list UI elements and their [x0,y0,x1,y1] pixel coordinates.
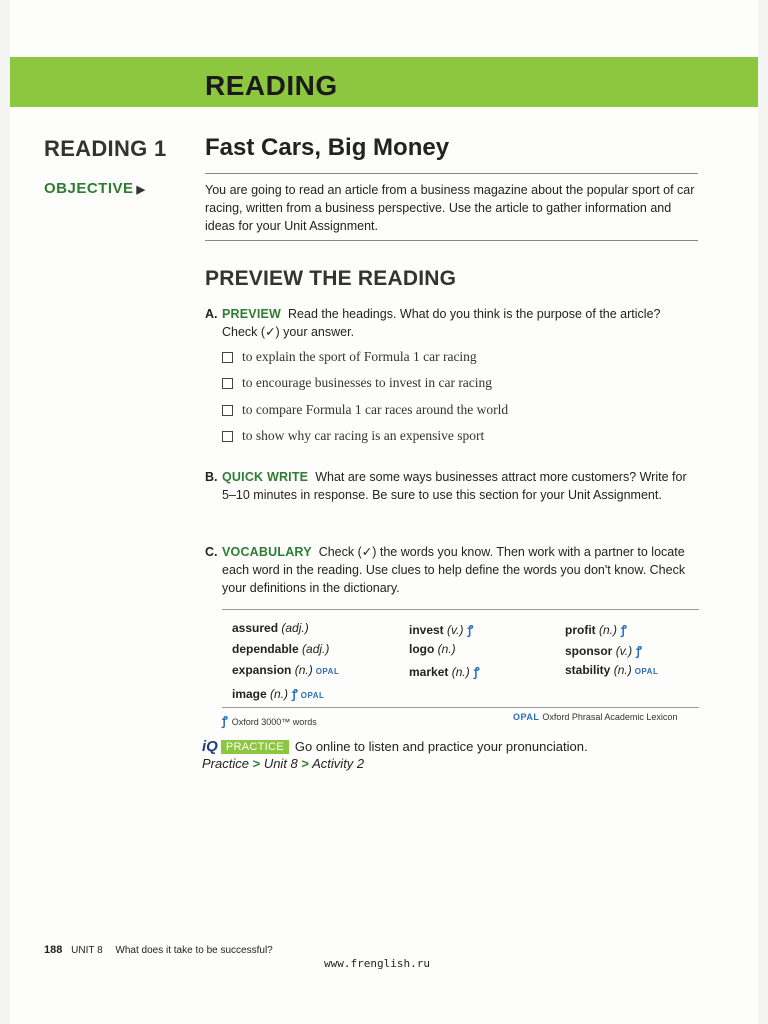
vocab-word-profit: profit (n.) ꝭ [565,623,627,637]
question-letter: A. [205,307,218,321]
practice-path[interactable]: Practice > Unit 8 > Activity 2 [202,756,365,771]
checkbox[interactable] [222,431,233,442]
oxford-key-icon: ꝭ [292,687,298,701]
option-label: to show why car racing is an expensive sport [242,428,485,443]
legend-opal: OPAL Oxford Phrasal Academic Lexicon [513,712,678,722]
chevron-right-icon: > [301,756,309,771]
chevron-right-icon: > [252,756,261,771]
option-item[interactable] [222,402,508,418]
opal-tag: OPAL [300,691,325,700]
checkbox[interactable] [222,352,233,363]
practice-text: Go online to listen and practice your pronunciation. [294,739,588,754]
vocab-word-dependable: dependable (adj.) [232,642,330,656]
reading-label: READING 1 [44,136,167,161]
title-rule [205,173,698,174]
vocab-word-logo: logo (n.) [409,642,456,656]
page-number: 188 [44,944,63,956]
oxford-key-icon: ꝭ [473,665,480,679]
question-text: Read the headings. What do you think is the purpose of the article? Check (✓) your answer. [222,307,661,339]
vocab-word-market: market (n.) ꝭ [409,665,480,679]
option-label: to compare Formula 1 car races around the world [242,402,509,417]
question-keyword: VOCABULARY [222,545,312,559]
opal-tag: OPAL [634,667,659,676]
oxford-key-icon: ꝭ [621,623,627,637]
section-banner [10,57,758,107]
question-text: Check (✓) the words you know. Then work with a partner to locate each word in the reading. Use clues to help define the words you don't know. Check your definitions in the dictionary. [222,545,686,595]
option-label: to encourage businesses to invest in car racing [242,375,493,390]
vocab-word-sponsor: sponsor (v.) ꝭ [565,644,642,658]
oxford-key-icon: ꝭ [636,644,642,658]
oxford-key-icon: ꝭ [222,714,228,728]
vocab-word-stability: stability (n.) OPAL [565,663,659,677]
practice-tag: PRACTICE [221,740,289,754]
vocab-bottom-rule [222,707,699,708]
question-c [205,543,695,597]
preview-heading: PREVIEW THE READING [205,267,457,290]
footer-question: What does it take to be successful? [115,945,273,956]
intro-paragraph: You are going to read an article from a business magazine about the popular sport of car racing, written from a business perspective. Use the article to gather information and ideas for your Unit Assignment. [205,183,695,233]
practice-line [202,738,588,755]
legend-oxford: ꝭ Oxford 3000™ words [222,714,317,728]
question-a [205,305,695,341]
objective-label [44,180,146,197]
banner-title: READING [205,70,338,101]
question-text: What are some ways businesses attract more customers? Write for 5–10 minutes in response. Be sure to use this section for your Unit Assignment. [222,470,687,502]
option-item[interactable] [222,375,492,391]
option-item[interactable] [222,349,477,365]
play-triangle-icon: ▶ [136,184,146,196]
vocab-word-expansion: expansion (n.) OPAL [232,663,340,677]
intro-rule [205,240,698,241]
vocab-word-assured: assured (adj.) [232,621,309,635]
vocab-word-invest: invest (v.) ꝭ [409,623,474,637]
vocab-top-rule [222,609,699,610]
vocab-word-image: image (n.) ꝭ OPAL [232,687,325,701]
iq-logo: iQ [202,738,218,755]
opal-tag: OPAL [315,667,340,676]
checkbox[interactable] [222,378,233,389]
question-letter: B. [205,470,218,484]
checkbox[interactable] [222,405,233,416]
option-label: to explain the sport of Formula 1 car racing [242,349,477,364]
option-item[interactable] [222,428,484,444]
article-title: Fast Cars, Big Money [205,134,450,161]
objective-text: OBJECTIVE [44,180,134,197]
page-footer [44,944,273,956]
oxford-key-icon: ꝭ [467,623,474,637]
footer-unit: UNIT 8 [71,945,103,956]
opal-tag: OPAL [513,712,540,722]
question-b [205,468,695,504]
watermark: www.frenglish.ru [324,957,430,970]
question-keyword: QUICK WRITE [222,470,309,484]
question-letter: C. [205,545,218,559]
question-keyword: PREVIEW [222,307,282,321]
